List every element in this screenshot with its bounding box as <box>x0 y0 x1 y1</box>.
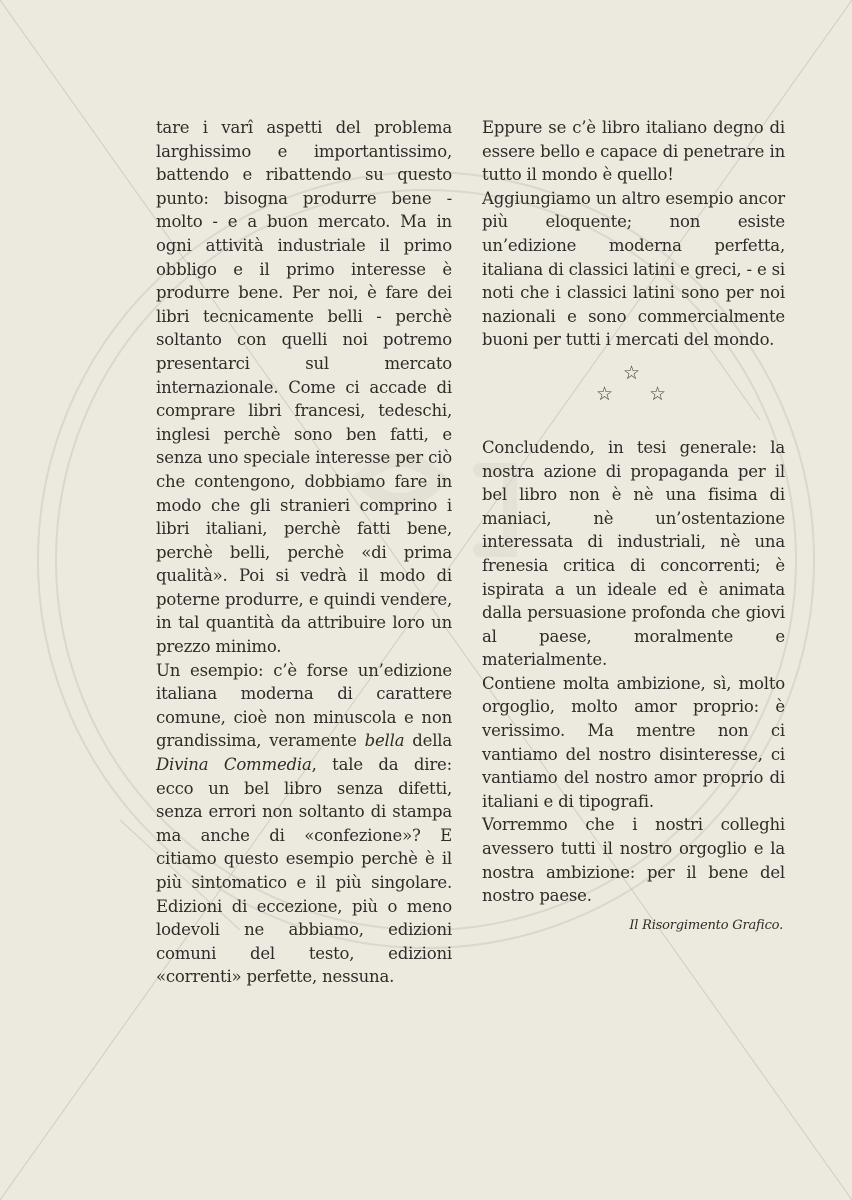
body-paragraph: Eppure se c’è libro italiano degno di essere bello e capace di penetrare in tutto il mondo è quello! <box>482 118 785 185</box>
body-paragraph: Vorremmo che i nostri colleghi avessero tutti il nostro orgoglio e la nostra ambizione: per il bene del nostro paese. <box>482 815 785 906</box>
star-icon: ☆ <box>649 382 666 405</box>
example-paragraph <box>156 659 452 989</box>
body-paragraph: tare i varî aspetti del problema larghissimo e importantissimo, battendo e ribattendo su questo punto: bisogna produrre bene - molto - e a buon mercato. Ma in ogni attività industriale il primo obbligo e il primo interesse è produrre bene. Per noi, è fare dei libri tecnicamente belli - perchè soltanto con quelli noi potremo presentarci sul mercato internazionale. Come ci accade di comprare libri francesi, tedeschi, inglesi perchè sono ben fatti, e senza uno speciale interesse per ciò che contengono, dobbiamo fare in modo che gli stranieri comprino i libri italiani, perchè fatti bene, perchè belli, perchè «di prima qualità». Poi si vedrà il modo di poterne produrre, e quindi vendere, in tal quantità da attribuire loro un prezzo minimo. <box>156 118 452 657</box>
body-paragraph: Concludendo, in tesi generale: la nostra azione di propaganda per il bel libro non è nè una fisima di maniaci, nè un’ostentazione interessata di industriali, nè una frenesia critica di concorrenti; è ispirata a un ideale ed è animata dalla persuasione profonda che giovi al paese, moralmente e materialmente. <box>482 437 785 670</box>
example-text-after: , tale da dire: ecco un bel libro senza difetti, senza errori non soltanto di stampa ma anche di «confezione»? E citiamo questo esempio perchè è il più sintomatico e il più singolare. Edizioni di eccezione, più o meno lodevoli ne abbiamo, edizioni comuni del testo, edizioni «correnti» perfette, nessuna. <box>156 755 452 987</box>
right-column <box>482 116 785 937</box>
three-stars-icon <box>482 358 785 436</box>
italic-divina-commedia: Divina Commedia <box>156 755 312 775</box>
example-text-middle: della <box>404 731 453 751</box>
star-icon: ☆ <box>596 382 613 405</box>
italic-bella: bella <box>364 731 405 751</box>
example-text-before: Un esempio: c’è forse un’edizione italiana moderna di carattere comune, cioè non minuscola e non grandissima, veramente <box>156 660 452 751</box>
star-icon: ☆ <box>623 361 640 384</box>
body-paragraph: Aggiungiamo un altro esempio ancor più eloquente; non esiste un’edizione moderna perfetta, italiana di classici latini e greci, - e si noti che i classici latini sono per noi nazionali e sono commercialmente buoni per tutti i mercati del mondo. <box>482 188 785 350</box>
body-paragraph: Contiene molta ambizione, sì, molto orgoglio, molto amor proprio: è verissimo. Ma mentre non ci vantiamo del nostro disinteresse, ci vantiamo del nostro amor proprio di italiani e di tipografi. <box>482 673 785 811</box>
signature: Il Risorgimento Grafico. <box>629 917 783 933</box>
left-column <box>156 116 452 989</box>
